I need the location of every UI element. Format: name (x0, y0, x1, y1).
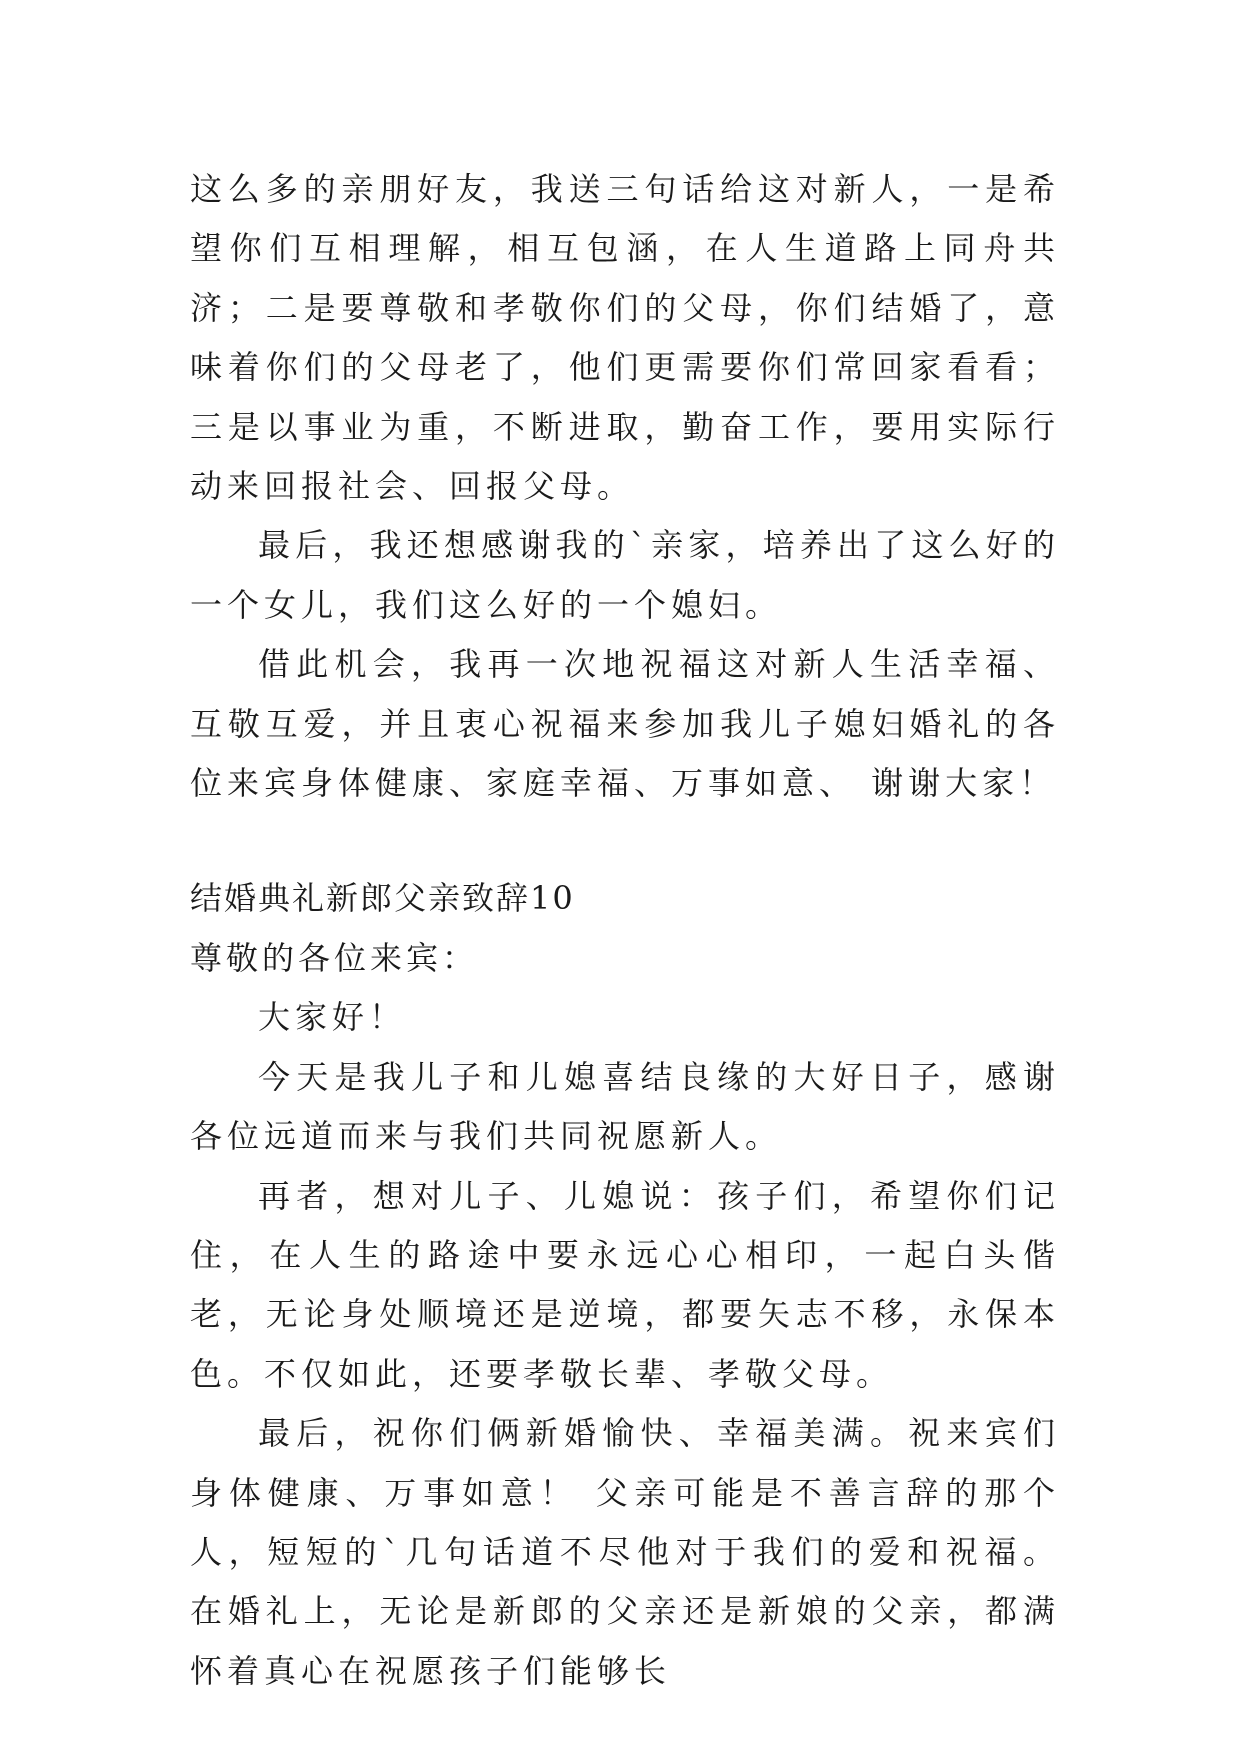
salutation: 尊敬的各位来宾： (190, 938, 479, 977)
greeting: 大家好！ (258, 998, 407, 1037)
section-spacer (190, 813, 1060, 869)
paragraph-today: 今天是我儿子和儿媳喜结良缘的大好日子，感谢各位远道而来与我们共同祝愿新人。 (190, 1057, 1060, 1156)
paragraph-final: 最后，祝你们俩新婚愉快、幸福美满。祝来宾们身体健康、万事如意！ 父亲可能是不善言辞的那个人，短短的`几句话道不尽他对于我们的爱和祝福。在婚礼上，无论是新郎的父亲还是新娘的父亲，都满怀着真心在祝愿孩子们能够长 (190, 1414, 1060, 1690)
paragraph-advice: 再者，想对儿子、儿媳说：孩子们，希望你们记住，在人生的路途中要永远心心相印，一起白头偕老，无论身处顺境还是逆境，都要矢志不移，永保本色。不仅如此，还要孝敬长辈、孝敬父母。 (190, 1176, 1060, 1393)
paragraph-thanks-inlaws: 最后，我还想感谢我的`亲家，培养出了这么好的一个女儿，我们这么好的一个媳妇。 (190, 526, 1060, 624)
paragraph-closing: 借此机会，我再一次地祝福这对新人生活幸福、互敬互爱，并且衷心祝福来参加我儿子媳妇婚礼的各位来宾身体健康、家庭幸福、万事如意、 谢谢大家！ (190, 645, 1060, 803)
document-body (190, 160, 1060, 1701)
paragraph-continuation: 这么多的亲朋好友，我送三句话给这对新人，一是希望你们互相理解，相互包涵，在人生道路上同舟共济；二是要尊敬和孝敬你们的父母，你们结婚了，意味着你们的父母老了，他们更需要你们常回家看看；三是以事业为重，不断进取，勤奋工作，要用实际行动来回报社会、回报父母。 (190, 170, 1060, 506)
section-title: 结婚典礼新郎父亲致辞10 (190, 879, 575, 918)
